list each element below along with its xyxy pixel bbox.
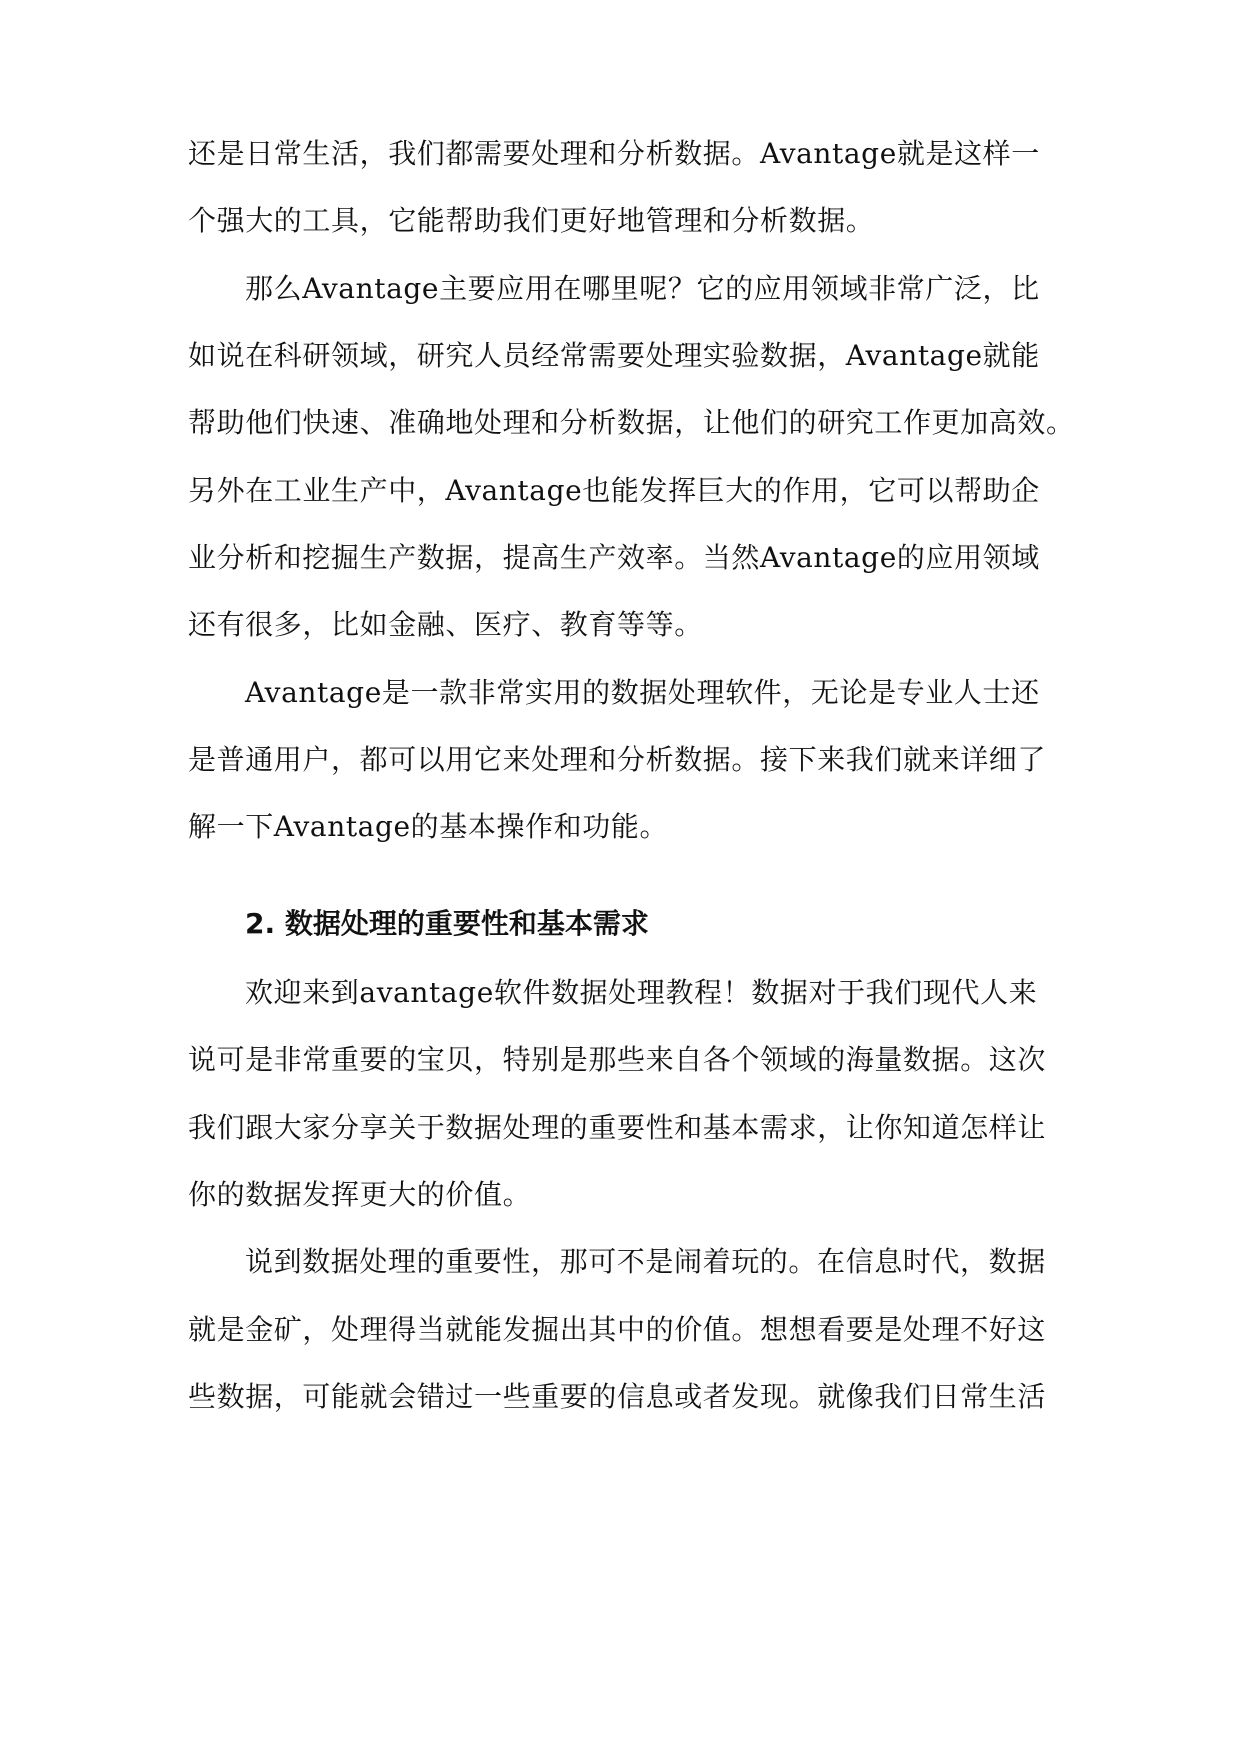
paragraph-line: 你的数据发挥更大的价值。 bbox=[188, 1178, 532, 1211]
paragraph-line: 解一下Avantage的基本操作和功能。 bbox=[188, 810, 669, 843]
paragraph-line: 欢迎来到avantage软件数据处理教程！数据对于我们现代人来 bbox=[245, 976, 1038, 1009]
paragraph-line: 些数据，可能就会错过一些重要的信息或者发现。就像我们日常生活 bbox=[188, 1380, 1047, 1413]
paragraph-line: 是普通用户，都可以用它来处理和分析数据。接下来我们就来详细了 bbox=[188, 743, 1047, 776]
paragraph-line: Avantage是一款非常实用的数据处理软件，无论是专业人士还 bbox=[245, 676, 1040, 709]
paragraph-line: 还有很多，比如金融、医疗、教育等等。 bbox=[188, 608, 703, 641]
paragraph-line: 如说在科研领域，研究人员经常需要处理实验数据，Avantage就能 bbox=[188, 339, 1040, 372]
paragraph-line: 我们跟大家分享关于数据处理的重要性和基本需求，让你知道怎样让 bbox=[188, 1111, 1047, 1144]
paragraph-line: 还是日常生活，我们都需要处理和分析数据。Avantage就是这样一 bbox=[188, 137, 1040, 170]
paragraph-line: 就是金矿，处理得当就能发掘出其中的价值。想想看要是处理不好这 bbox=[188, 1313, 1047, 1346]
paragraph-line: 帮助他们快速、准确地处理和分析数据，让他们的研究工作更加高效。 bbox=[188, 406, 1075, 439]
paragraph-line: 个强大的工具，它能帮助我们更好地管理和分析数据。 bbox=[188, 204, 875, 237]
paragraph-line: 另外在工业生产中，Avantage也能发挥巨大的作用，它可以帮助企 bbox=[188, 474, 1040, 507]
section-heading: 2. 数据处理的重要性和基本需求 bbox=[245, 907, 649, 940]
paragraph-line: 说到数据处理的重要性，那可不是闹着玩的。在信息时代，数据 bbox=[245, 1245, 1046, 1278]
paragraph-line: 业分析和挖掘生产数据，提高生产效率。当然Avantage的应用领域 bbox=[188, 541, 1040, 574]
paragraph-line: 说可是非常重要的宝贝，特别是那些来自各个领域的海量数据。这次 bbox=[188, 1043, 1047, 1076]
paragraph-line: 那么Avantage主要应用在哪里呢？它的应用领域非常广泛，比 bbox=[245, 272, 1040, 305]
